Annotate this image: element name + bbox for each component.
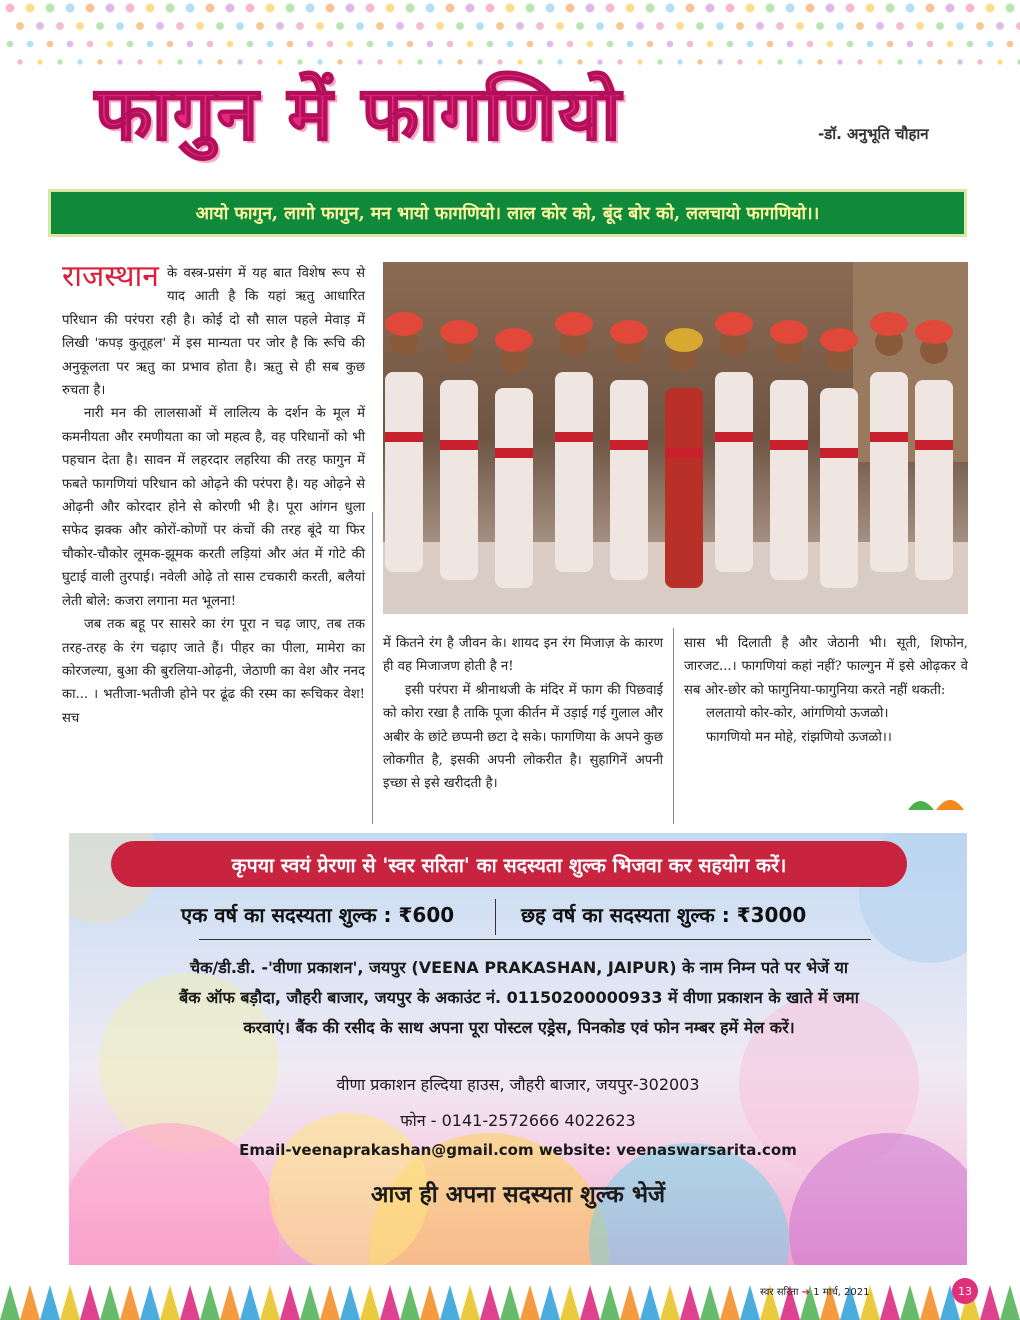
photo-illustration bbox=[383, 262, 968, 614]
verse-line: फागणियो मन मोहे, रांझणियो ऊजळो।। bbox=[706, 729, 892, 745]
verse-banner-text: आयो फागुन, लागो फागुन, मन भायो फागणियो। लाल कोर को, बूंद बोर को, ललचायो फागणियो।। bbox=[195, 204, 820, 224]
ad-headline-pill bbox=[111, 841, 907, 887]
author-byline: -डॉ. अनुभूति चौहान bbox=[818, 125, 929, 143]
payment-instructions bbox=[89, 953, 949, 1043]
issue-date: 1 मार्च, 2021 bbox=[813, 1287, 870, 1298]
article-paragraph bbox=[62, 259, 365, 402]
instruction-line: चैक/डी.डी. -'वीणा प्रकाशन', जयपुर (VEENA PRAKASHAN, JAIPUR) के नाम निम्न पते पर भेजें या bbox=[189, 958, 849, 977]
ad-closing-line: आज ही अपना सदस्यता शुल्क भेजें bbox=[370, 1182, 666, 1208]
fee-six-year: छह वर्ष का सदस्यता शुल्क : ₹3000 bbox=[521, 903, 807, 927]
subscription-advertisement bbox=[69, 833, 967, 1265]
column-divider bbox=[372, 512, 373, 824]
holi-celebration-photo bbox=[383, 262, 968, 614]
page-number: 13 bbox=[952, 1278, 978, 1304]
arrow-icon: ➔ bbox=[801, 1287, 811, 1298]
article-column-3 bbox=[684, 632, 968, 749]
fee-underline bbox=[199, 939, 871, 940]
article-paragraph: इसी परंपरा में श्रीनाथजी के मंदिर में फाग की पिछवाई को कोरा रखा है ताकि पूजा कीर्तन में उड़ाई गई गुलाल और अबीर के छांटे छप्पनी छटा दे सके। फागणिया के अपने कुछ लोकगीत है, इसकी अपनी लोकरीत है। सुहागिनें अपनी इच्छा से इसे खरीदती है। bbox=[383, 682, 663, 792]
column-divider bbox=[673, 628, 674, 824]
verse-line: ललतायो कोर-कोर, आंगणियो ऊजळो। bbox=[706, 706, 889, 722]
article-paragraph: नारी मन की लालसाओं में लालित्य के दर्शन के मूल में कमनीयता और रमणीयता का जो महत्व है, वह परिधानों को भी पहचान देता है। सावन में लहरदार लहरिया की तरह फागुन में फबते फागणियां परिधान को ओढ़ने की परंपरा है। यह ओढ़ने से ओढ़नी और कोरदार होने से कोरणी भी है। पूरा आंगन धुला सफेद झक्क और कोरों-कोणों पर कंचों की तरह बूंदे या फिर चौकोर-चौकोर लूमक-झूमक करती लड़ियां और अंत में गोटे की घुटाई वाली तुरपाई। नवेली ओढ़े तो सास टचकारी करती, बलैयां लेती बोले: कजरा लगाना मत भूलना! bbox=[62, 406, 365, 609]
page-title: फागुन में फागणियो bbox=[95, 71, 623, 157]
ad-headline: कृपया स्वयं प्रेरणा से 'स्वर सरिता' का सदस्यता शुल्क भिजवा कर सहयोग करें। bbox=[231, 853, 787, 877]
footer-info bbox=[760, 1284, 870, 1298]
publisher-phone: फोन - 0141-2572666 4022623 bbox=[400, 1111, 636, 1130]
color-powder-icon bbox=[906, 790, 968, 812]
article-paragraph: में कितने रंग है जीवन के। शायद इन रंग मिजाज़ के कारण ही वह मिजाजण होती है न! bbox=[383, 636, 663, 675]
instruction-line: बैंक ऑफ बड़ौदा, जौहरी बाजार, जयपुर के अकाउंट नं. 01150200000933 में वीणा प्रकाशन के खाते में जमा bbox=[179, 988, 859, 1007]
magazine-name: स्वर सरिता bbox=[760, 1287, 799, 1298]
paragraph-text: के वस्त्र-प्रसंग में यह बात विशेष रूप से याद आती है कि यहां ऋतु आधारित परिधान की परंपरा रही है। कोई दो सौ साल पहले मेवाड़ में लिखी 'कपड़ कुतूहल' में इस मान्यता पर जोर है कि रूचि की अनुकूलता पर ऋतु का प्रभाव होता है। ऋतु से ही सब कुछ रुचता है। bbox=[62, 266, 365, 399]
instruction-line: करवाएं। बैंक की रसीद के साथ अपना पूरा पोस्टल एड्रेस, पिनकोड एवं फोन नम्बर हमें मेल करें। bbox=[243, 1018, 795, 1037]
verse-banner bbox=[48, 189, 967, 237]
email-website: Email-veenaprakashan@gmail.com website: veenaswarsarita.com bbox=[239, 1141, 797, 1159]
fee-divider bbox=[495, 899, 496, 935]
publisher-address: वीणा प्रकाशन हल्दिया हाउस, जौहरी बाजार, जयपुर-302003 bbox=[336, 1075, 700, 1094]
article-paragraph: जब तक बहू पर सासरे का रंग पूरा न चढ़ जाए, तब तक तरह-तरह के रंग चढ़ाए जाते हैं। पीहर का पीला, मामेरा का कोरजल्या, बुआ की बुरलिया-ओढ़नी, जेठाणी का वेश और ननद का... । भतीजा-भतीजी होने पर ढूंढ की रस्म का रूचिकर वेश! सच bbox=[62, 617, 365, 726]
article-column-1 bbox=[62, 259, 365, 730]
fee-one-year: एक वर्ष का सदस्यता शुल्क : ₹600 bbox=[181, 903, 455, 927]
drop-word: राजस्थान bbox=[62, 259, 159, 294]
article-column-2 bbox=[383, 632, 663, 796]
article-paragraph: सास भी दिलाती है और जेठानी भी। सूती, शिफोन, जारजट...। फागणियां कहां नहीं? फाल्गुन में इसे ओढ़कर वे सब ओर-छोर को फागुनिया-फागुनिया करते नहीं थकती: bbox=[684, 636, 968, 698]
